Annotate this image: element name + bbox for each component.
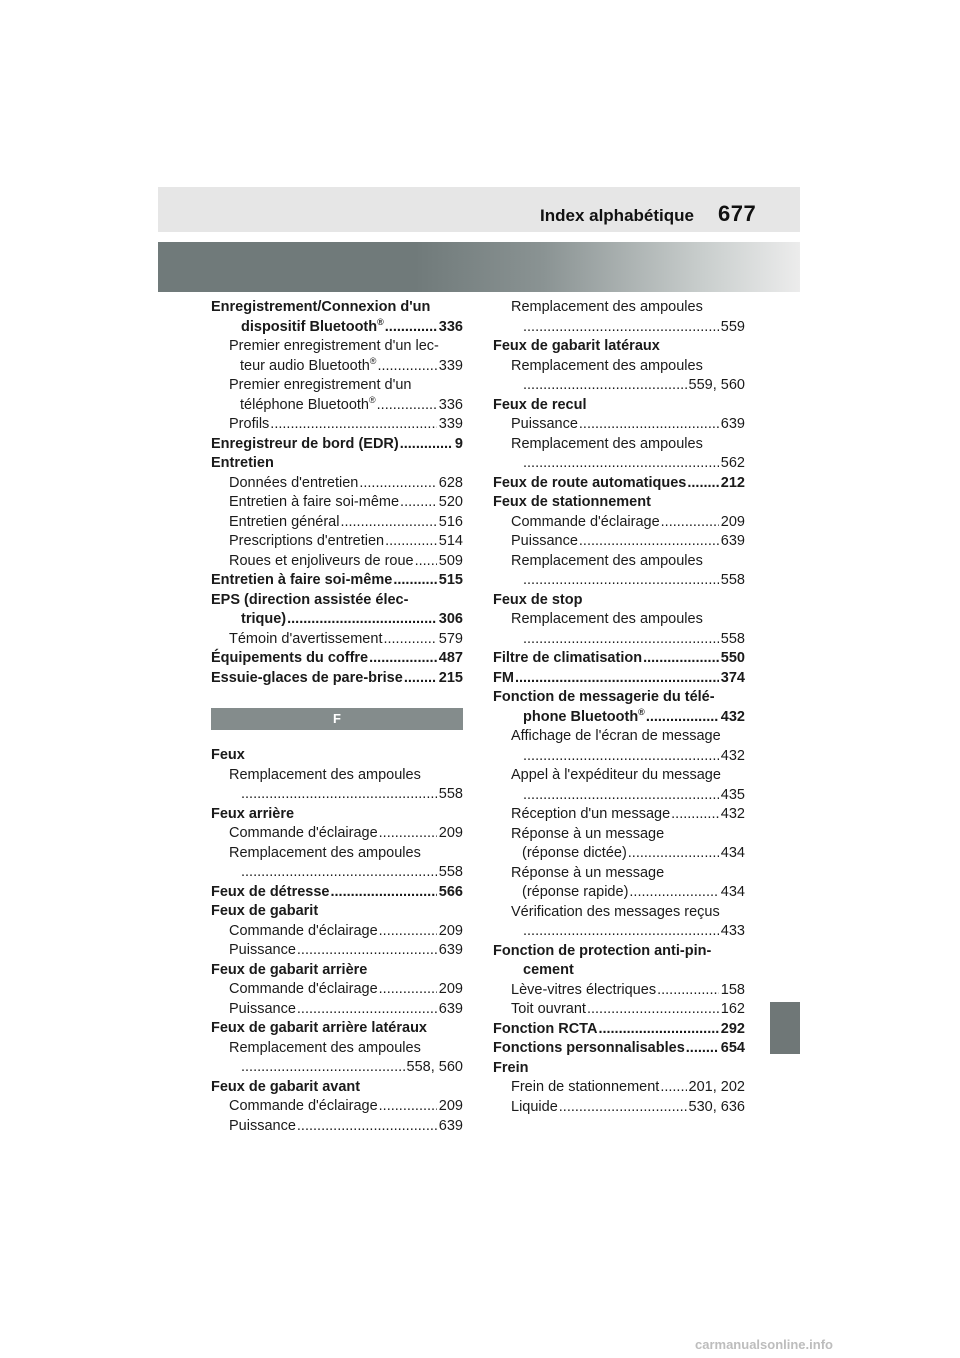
index-entry: dispositif Bluetooth® ..... 336 (211, 318, 463, 338)
index-subentry: Commande d'éclairage ..... 209 (211, 980, 463, 1000)
index-entry: Fonctions personnalisables ..... 654 (493, 1039, 745, 1059)
index-entry: Feux de gabarit avant (211, 1078, 361, 1095)
index-entry: FM ..... 374 (493, 669, 745, 689)
index-subentry: Commande d'éclairage ..... 209 (493, 513, 745, 533)
index-entry: trique) ..... 306 (211, 610, 463, 630)
index-subentry: ..... 562 (493, 454, 745, 474)
index-subentry: Puissance ..... 639 (493, 532, 745, 552)
index-subentry: Remplacement des ampoules (511, 552, 703, 569)
index-subentry: Premier enregistrement d'un lec- (229, 338, 439, 354)
index-subentry: (réponse rapide) ..... 434 (493, 883, 745, 903)
watermark: carmanualsonline.info (695, 1337, 833, 1352)
index-entry: Équipements du coffre ..... 487 (211, 649, 463, 669)
index-subentry: ..... 558 (211, 863, 463, 883)
index-entry: Fonction RCTA ..... 292 (493, 1020, 745, 1040)
index-entry: Feux de stationnement (493, 494, 651, 510)
index-subentry: Toit ouvrant ..... 162 (493, 1000, 745, 1020)
index-subentry: Entretien à faire soi-même ..... 520 (211, 493, 463, 513)
index-column-left (211, 298, 463, 1136)
index-subentry: Roues et enjoliveurs de roue ..... 509 (211, 552, 463, 572)
index-subentry: ..... 433 (493, 922, 745, 942)
index-subentry: Puissance ..... 639 (211, 1000, 463, 1020)
thumb-index-tab (770, 1002, 800, 1054)
index-subentry: Puissance ..... 639 (493, 415, 745, 435)
index-entry: Feux de stop (493, 591, 583, 608)
index-entry: cement (523, 962, 574, 978)
index-entry: Feux de détresse ..... 566 (211, 883, 463, 903)
index-entry: Filtre de climatisation ..... 550 (493, 649, 745, 669)
index-entry: Frein (493, 1059, 529, 1076)
index-subentry: (réponse dictée) ..... 434 (493, 844, 745, 864)
index-entry: EPS (direction assistée élec- (211, 591, 409, 608)
index-subentry: Prescriptions d'entretien ..... 514 (211, 532, 463, 552)
index-entry: Feux de gabarit arrière latéraux (211, 1020, 427, 1036)
index-subentry: Puissance ..... 639 (211, 1117, 463, 1137)
index-entry: Essuie-glaces de pare-brise ..... 215 (211, 669, 463, 689)
index-entry: Fonction de protection anti-pin- (493, 942, 712, 959)
index-subentry: Remplacement des ampoules (229, 1039, 421, 1056)
index-subentry: ..... 558 (211, 785, 463, 805)
section-header-f: F (211, 708, 463, 730)
page-title: Index alphabétique (540, 206, 694, 225)
index-subentry: Remplacement des ampoules (229, 844, 421, 861)
gradient-band (158, 242, 800, 292)
index-subentry: Témoin d'avertissement ..... 579 (211, 630, 463, 650)
index-subentry: Remplacement des ampoules (511, 299, 703, 315)
index-subentry: Remplacement des ampoules (229, 766, 421, 783)
index-subentry: Lève-vitres électriques ..... 158 (493, 981, 745, 1001)
index-entry: Feux (211, 747, 245, 763)
index-entry: Feux de recul (493, 396, 587, 413)
index-column-right (493, 298, 745, 1117)
index-subentry: Remplacement des ampoules (511, 357, 703, 374)
index-subentry: Vérification des messages reçus (511, 903, 720, 920)
index-subentry: Commande d'éclairage ..... 209 (211, 922, 463, 942)
index-entry: Feux de gabarit latéraux (493, 338, 660, 354)
index-subentry: téléphone Bluetooth® ..... 336 (211, 396, 463, 416)
index-entry: Feux de gabarit (211, 903, 319, 919)
index-subentry: ..... 558, 560 (211, 1058, 463, 1078)
index-subentry: Commande d'éclairage ..... 209 (211, 1097, 463, 1117)
index-subentry: Profils ..... 339 (211, 415, 463, 435)
index-subentry: teur audio Bluetooth® ..... 339 (211, 357, 463, 377)
index-subentry: ..... 558 (493, 630, 745, 650)
index-subentry: ..... 559 (493, 318, 745, 338)
index-entry: Feux arrière (211, 805, 295, 822)
index-entry: phone Bluetooth® ..... 432 (493, 708, 745, 728)
index-subentry: Frein de stationnement ..... 201, 202 (493, 1078, 745, 1098)
index-entry: Entretien à faire soi-même ..... 515 (211, 571, 463, 591)
index-subentry: Premier enregistrement d'un (229, 377, 412, 393)
index-entry: Enregistreur de bord (EDR) ..... 9 (211, 435, 463, 455)
index-subentry: Commande d'éclairage ..... 209 (211, 824, 463, 844)
index-subentry: Remplacement des ampoules (511, 611, 703, 627)
page-number: 677 (718, 201, 757, 226)
index-subentry: Données d'entretien ..... 628 (211, 474, 463, 494)
index-subentry: Liquide ..... 530, 636 (493, 1098, 745, 1118)
index-subentry: Réponse à un message (511, 825, 665, 842)
index-entry: Feux de gabarit arrière (211, 961, 368, 978)
index-subentry: Réception d'un message ..... 432 (493, 805, 745, 825)
index-subentry: ..... 435 (493, 786, 745, 806)
index-subentry: Puissance ..... 639 (211, 941, 463, 961)
index-subentry: ..... 558 (493, 571, 745, 591)
index-subentry: ..... 559, 560 (493, 376, 745, 396)
index-entry: Feux de route automatiques ..... 212 (493, 474, 745, 494)
index-subentry: ..... 432 (493, 747, 745, 767)
index-subentry: Remplacement des ampoules (511, 435, 703, 452)
index-subentry: Affichage de l'écran de message (511, 728, 721, 744)
index-subentry: Réponse à un message (511, 864, 665, 881)
index-entry: Entretien (211, 455, 274, 471)
index-entry: Fonction de messagerie du télé- (493, 689, 715, 705)
index-subentry: Entretien général ..... 516 (211, 513, 463, 533)
header-bar (158, 187, 800, 232)
index-subentry: Appel à l'expéditeur du message (511, 767, 721, 783)
index-entry: Enregistrement/Connexion d'un (211, 299, 431, 315)
